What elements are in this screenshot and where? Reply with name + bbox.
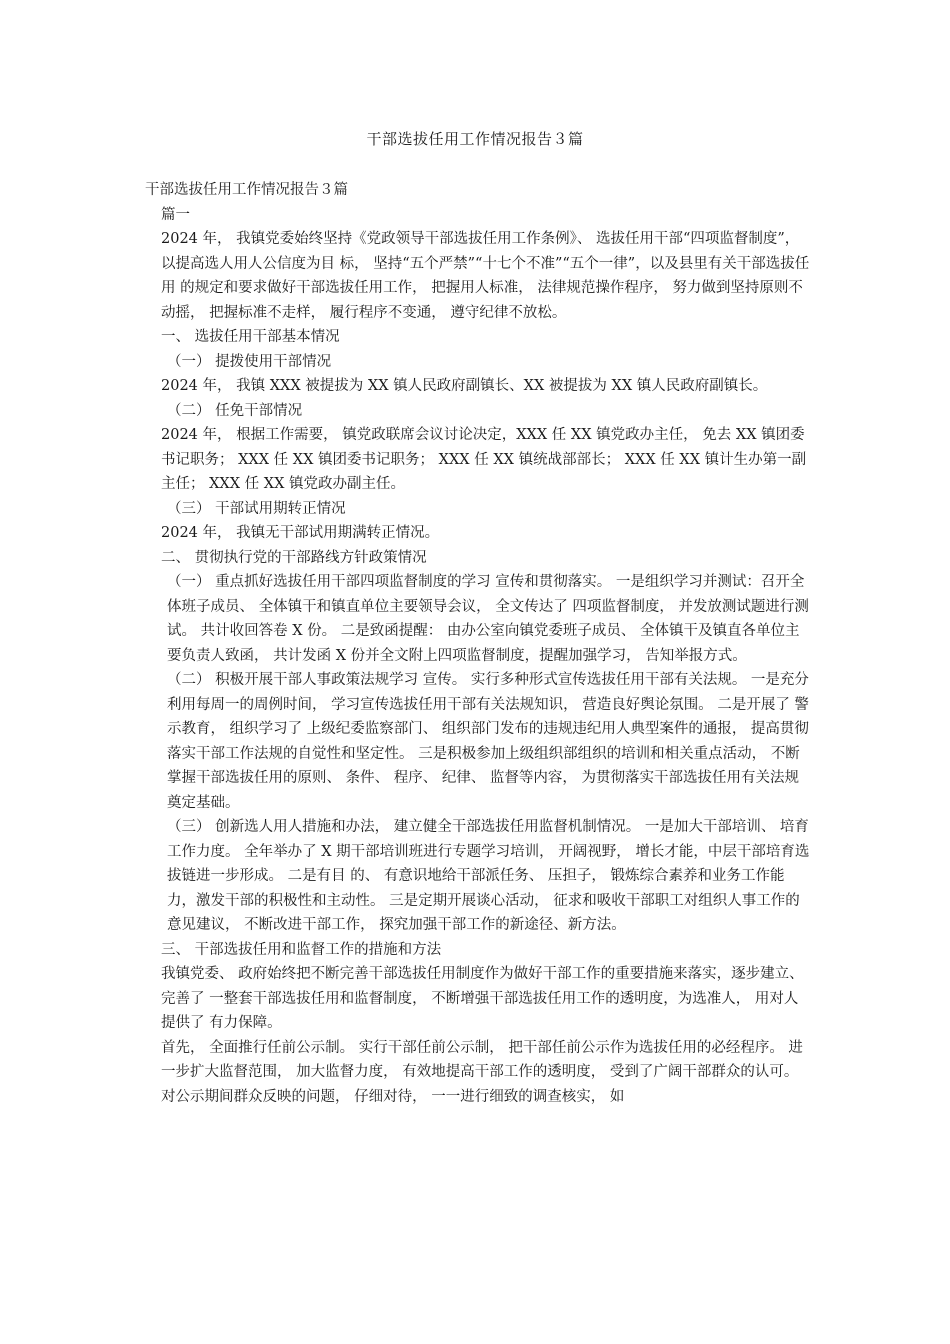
section-heading: 三、 干部选拔任用和监督工作的措施和方法 <box>161 941 442 958</box>
paragraph: （一） 重点抓好选拔任用干部四项监督制度的学习 宣传和贯彻落实。 一是组织学习并测试：召开全体班子成员、 全体镇干和镇直单位主要领导会议， 全文传达了 四项监督制度， 并发放测试题进行测试。 共计收回答卷 X 份。 二是致函提醒： 由办公室向镇党委班子成员、 全体镇干及镇直各单位主要负责人致函， 共计发函 X 份并全文附上四项监督制度，提醒加强学习， 告知举报方式。 <box>167 574 809 664</box>
paragraph: 2024 年， 我镇党委始终坚持《党政领导干部选拔任用工作条例》、 选拔任用干部“四项监督制度”， 以提高选人用人公信度为目 标， 坚持“五个严禁”“十七个不准”“五个一律”，以及县里有关干部选拔任用 的规定和要求做好干部选拔任用工作， 把握用人标准， 法律规范操作程序， 努力做到坚持原则不动摇， 把握标准不走样， 履行程序不变通， 遵守纪律不放松。 <box>161 231 810 321</box>
paragraph: 2024 年， 根据工作需要， 镇党政联席会议讨论决定，XXX 任 XX 镇党政办主任， 免去 XX 镇团委书记职务； XXX 任 XX 镇团委书记职务； XXX 任 XX 镇统战部部长； XXX 任 XX 镇计生办第一副主任； XXX 任 XX 镇党政办副主任。 <box>161 427 807 492</box>
subsection-heading: （二） 任免干部情况 <box>167 402 303 419</box>
part-label: 篇一 <box>161 206 190 223</box>
subsection-heading: （三） 干部试用期转正情况 <box>167 500 346 517</box>
body-heading: 干部选拔任用工作情况报告３篇 <box>145 182 348 198</box>
paragraph: 我镇党委、 政府始终把不断完善干部选拔任用制度作为做好干部工作的重要措施来落实，逐步建立、 完善了 一整套干部选拔任用和监督制度， 不断增强干部选拔任用工作的透明度，为选准人， 用对人提供了 有力保障。 <box>161 966 804 1031</box>
subsection-heading: （一） 提拨使用干部情况 <box>167 353 332 370</box>
paragraph: 2024 年， 我镇 XXX 被提拔为 XX 镇人民政府副镇长、XX 被提拔为 XX 镇人民政府副镇长。 <box>161 378 768 394</box>
paragraph: 首先， 全面推行任前公示制。 实行干部任前公示制， 把干部任前公示作为选拔任用的必经程序。 进一步扩大监督范围， 加大监督力度， 有效地提高干部工作的透明度， 受到了广阔干部群众的认可。 对公示期间群众反映的问题， 仔细对待， 一一进行细致的调查核实， 如 <box>161 1039 803 1105</box>
document-body <box>145 178 810 1109</box>
paragraph: （三） 创新选人用人措施和办法， 建立健全干部选拔任用监督机制情况。 一是加大干部培训、 培育工作力度。 全年举办了 X 期干部培训班进行专题学习培训， 开阔视野， 增长才能，中层干部培育选拔链进一步形成。 二是有目 的、 有意识地给干部派任务、 压担子， 锻炼综合素养和业务工作能力，激发干部的积极性和主动性。 三是定期开展谈心活动， 征求和吸收干部职工对组织人事工作的意见建议， 不断改进干部工作， 探究加强干部工作的新途径、新方法。 <box>167 819 810 933</box>
section-heading: 二、 贯彻执行党的干部路线方针政策情况 <box>161 549 427 566</box>
paragraph: （二） 积极开展干部人事政策法规学习 宣传。 实行多种形式宣传选拔任用干部有关法规。 一是充分利用每周一的周例时间， 学习宣传选拔任用干部有关法规知识， 营造良好舆论氛围。 二是开展了 警示教育， 组织学习了 上级纪委监察部门、 组织部门发布的违规违纪用人典型案件的通报， 提高贯彻落实干部工作法规的自觉性和坚定性。 三是积极参加上级组织部组织的培训和相关重点活动， 不断掌握干部选拔任用的原则、 条件、 程序、 纪律、 监督等内容， 为贯彻落实干部选拔任用有关法规奠定基础。 <box>167 672 809 811</box>
document-title: 干部选拔任用工作情况报告３篇 <box>366 130 584 148</box>
section-heading: 一、 选拔任用干部基本情况 <box>161 329 340 345</box>
paragraph: 2024 年， 我镇无干部试用期满转正情况。 <box>161 525 440 541</box>
